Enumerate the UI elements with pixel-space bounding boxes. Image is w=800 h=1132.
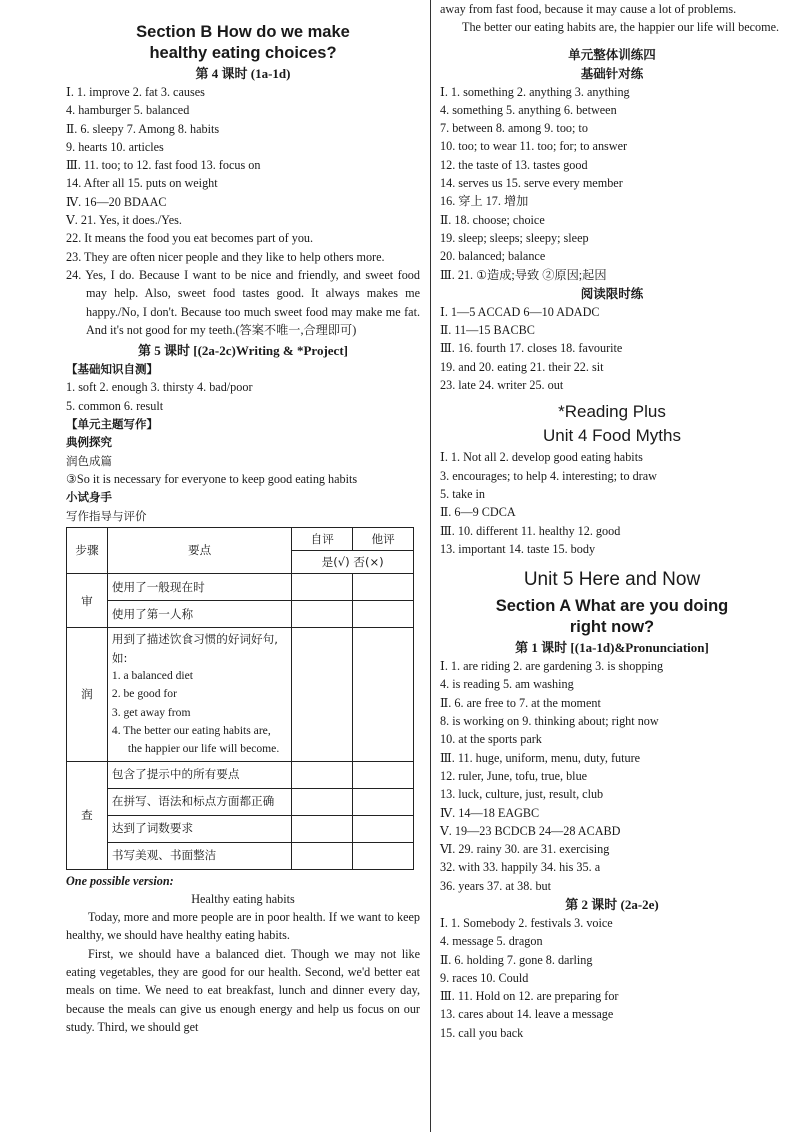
lesson-1-heading: 第 1 课时 [(1a-1d)&Pronunciation] bbox=[515, 640, 709, 656]
answer-line: Ⅱ. 6—9 CDCA bbox=[440, 505, 516, 520]
answer-line: 14. After all 15. puts on weight bbox=[66, 176, 218, 191]
check-item: 达到了词数要求 bbox=[107, 815, 291, 842]
answer-line: 9. hearts 10. articles bbox=[66, 139, 164, 154]
peer-eval-cell bbox=[353, 788, 414, 815]
answer-line: 13. important 14. taste 15. body bbox=[440, 541, 596, 556]
answer-line: Ⅱ. 6. are free to 7. at the moment bbox=[440, 695, 601, 710]
vocab-item: 2. be good for bbox=[111, 687, 177, 701]
answer-line: 10. too; to wear 11. too; for; to answer bbox=[440, 139, 628, 154]
column-divider bbox=[430, 0, 431, 1132]
self-eval-cell bbox=[292, 601, 353, 628]
right-column bbox=[440, 0, 784, 1042]
unit-5-title: Unit 5 Here and Now bbox=[523, 569, 701, 591]
answer-line: 23. late 24. writer 25. out bbox=[440, 378, 564, 393]
vocab-intro: 用到了描述饮食习惯的好词好句,如: bbox=[111, 632, 278, 665]
answer-line: 13. luck, culture, just, result, club bbox=[440, 787, 604, 802]
polish-text: ③So it is necessary for everyone to keep good eating habits bbox=[66, 471, 358, 486]
self-eval-cell bbox=[292, 788, 353, 815]
one-possible-version-label: One possible version: bbox=[66, 873, 174, 888]
unit-theme-writing-label: 【单元主题写作】 bbox=[66, 417, 158, 432]
answer-line: 5. common 6. result bbox=[66, 398, 164, 413]
lesson-4-heading: 第 4 课时 (1a-1d) bbox=[195, 66, 291, 81]
answer-line: 10. at the sports park bbox=[440, 732, 542, 747]
answer-line: Ⅲ. 11. too; to 12. fast food 13. focus on bbox=[66, 158, 261, 173]
peer-eval-cell bbox=[353, 628, 414, 761]
check-item-vocab bbox=[107, 628, 291, 761]
lesson-5-heading: 第 5 课时 [(2a-2c)Writing & *Project] bbox=[138, 343, 348, 359]
self-eval-cell bbox=[292, 815, 353, 842]
reading-plus-title: *Reading Plus bbox=[558, 402, 666, 422]
essay-title: Healthy eating habits bbox=[191, 891, 295, 906]
answer-line: 22. It means the food you eat becomes part of you. bbox=[66, 231, 314, 246]
basic-training-title: 基础针对练 bbox=[580, 65, 644, 81]
answer-line: 19. sleep; sleeps; sleepy; sleep bbox=[440, 230, 589, 245]
vocab-item: 4. The better our eating habits are, the happier our life will become. bbox=[111, 723, 280, 756]
answer-paragraph: 23. They are often nicer people and they like to help others more. bbox=[66, 249, 385, 264]
check-item: 包含了提示中的所有要点 bbox=[107, 761, 291, 788]
answer-line: 8. is working on 9. thinking about; right now bbox=[440, 714, 659, 729]
check-item: 使用了一般现在时 bbox=[107, 574, 291, 601]
answer-line: 15. call you back bbox=[440, 1025, 524, 1040]
answer-line: Ⅱ. 6. sleepy 7. Among 8. habits bbox=[66, 121, 220, 136]
answer-line: 7. between 8. among 9. too; to bbox=[440, 121, 588, 136]
step-polish: 润 bbox=[67, 628, 108, 761]
answer-line: 1. soft 2. enough 3. thirsty 4. bad/poor bbox=[66, 380, 253, 395]
answer-line: 32. with 33. happily 34. his 35. a bbox=[440, 860, 601, 875]
unit-training-title: 单元整体训练四 bbox=[568, 46, 656, 62]
basic-knowledge-label: 【基础知识自测】 bbox=[66, 362, 158, 377]
check-item: 书写美观、书面整洁 bbox=[107, 842, 291, 869]
polish-label: 润色成篇 bbox=[66, 453, 112, 468]
answer-line: Ⅲ. 21. ①造成;导致 ②原因;起因 bbox=[440, 267, 607, 282]
peer-eval-cell bbox=[353, 601, 414, 628]
header-yes-no: 是(√) 否(×) bbox=[292, 551, 414, 574]
answer-line: 14. serves us 15. serve every member bbox=[440, 176, 623, 191]
section-b-title-line2: healthy eating choices? bbox=[149, 44, 337, 62]
answer-line: Ⅱ. 11—15 BACBC bbox=[440, 323, 535, 338]
step-check: 查 bbox=[67, 761, 108, 869]
self-eval-cell bbox=[292, 628, 353, 761]
peer-eval-cell bbox=[353, 761, 414, 788]
answer-line: Ⅲ. 16. fourth 17. closes 18. favourite bbox=[440, 341, 623, 356]
answer-line: 4. is reading 5. am washing bbox=[440, 677, 574, 692]
basic-training-answers bbox=[440, 83, 784, 284]
vocab-item: 3. get away from bbox=[111, 705, 191, 719]
self-eval-cell bbox=[292, 574, 353, 601]
answer-line: 5. take in bbox=[440, 486, 486, 501]
answer-line: Ⅴ. 21. Yes, it does./Yes. bbox=[66, 213, 182, 228]
answer-line: Ⅲ. 10. different 11. healthy 12. good bbox=[440, 523, 621, 538]
evaluation-table bbox=[66, 527, 414, 870]
self-eval-cell bbox=[292, 761, 353, 788]
answer-line: Ⅱ. 6. holding 7. gone 8. darling bbox=[440, 952, 593, 967]
essay-paragraph-1: Today, more and more people are in poor health. If we want to keep healthy, we should have healthy eating habits. bbox=[66, 910, 420, 943]
answer-line: Ⅳ. 14—18 EAGBC bbox=[440, 805, 540, 820]
header-peer-eval: 他评 bbox=[353, 527, 414, 550]
lesson-4-answers bbox=[66, 83, 420, 339]
answer-line: 4. message 5. dragon bbox=[440, 934, 543, 949]
answer-line: 13. cares about 14. leave a message bbox=[440, 1007, 614, 1022]
answer-line: 3. encourages; to help 4. interesting; to draw bbox=[440, 468, 657, 483]
answer-line: 12. ruler, June, tofu, true, blue bbox=[440, 768, 588, 783]
example-label: 典例探究 bbox=[66, 435, 112, 450]
left-column bbox=[66, 22, 420, 1036]
answer-line: 4. something 5. anything 6. between bbox=[440, 102, 617, 117]
answer-line: 36. years 37. at 38. but bbox=[440, 878, 552, 893]
answer-line: 20. balanced; balance bbox=[440, 249, 546, 264]
answer-line: Ⅰ. 1. Somebody 2. festivals 3. voice bbox=[440, 915, 613, 930]
answer-line: 4. hamburger 5. balanced bbox=[66, 103, 190, 118]
peer-eval-cell bbox=[353, 574, 414, 601]
answer-line: 16. 穿上 17. 增加 bbox=[440, 194, 529, 209]
section-b-title-line1: Section B How do we make bbox=[136, 23, 350, 41]
peer-eval-cell bbox=[353, 842, 414, 869]
answer-paragraph: 24. Yes, I do. Because I want to be nice and friendly, and sweet food may help. Also, sweet food tastes good. It always makes me happy./No, I don't. Because too much sweet food may make me fat. And it's not good for my teeth.(答案不唯一,合理即可) bbox=[66, 267, 420, 337]
unit-5-lesson-1-answers bbox=[440, 657, 784, 895]
section-a-title-line2: right now? bbox=[569, 618, 655, 637]
answer-line: 9. races 10. Could bbox=[440, 970, 529, 985]
reading-training-answers bbox=[440, 303, 784, 394]
header-main-points: 要点 bbox=[107, 527, 291, 574]
answer-line: Ⅲ. 11. huge, uniform, menu, duty, future bbox=[440, 750, 641, 765]
peer-eval-cell bbox=[353, 815, 414, 842]
answer-line: Ⅵ. 29. rainy 30. are 31. exercising bbox=[440, 842, 610, 857]
essay-continuation: away from fast food, because it may cause a lot of problems. bbox=[440, 2, 737, 16]
check-item: 使用了第一人称 bbox=[107, 601, 291, 628]
answer-line: Ⅰ. 1—5 ACCAD 6—10 ADADC bbox=[440, 304, 600, 319]
writing-guide-label: 写作指导与评价 bbox=[66, 508, 147, 523]
reading-plus-answers bbox=[440, 448, 784, 558]
lesson-2-heading: 第 2 课时 (2a-2e) bbox=[565, 896, 659, 912]
reading-training-title: 阅读限时练 bbox=[580, 285, 644, 301]
answer-line: Ⅲ. 11. Hold on 12. are preparing for bbox=[440, 989, 619, 1004]
try-label: 小试身手 bbox=[66, 490, 112, 505]
vocab-item: 1. a balanced diet bbox=[111, 669, 194, 683]
answer-line: 12. the taste of 13. tastes good bbox=[440, 157, 588, 172]
header-self-eval: 自评 bbox=[292, 527, 353, 550]
essay-conclusion: The better our eating habits are, the happier our life will become. bbox=[462, 20, 780, 35]
section-a-title-line1: Section A What are you doing bbox=[495, 597, 729, 616]
self-eval-cell bbox=[292, 842, 353, 869]
answer-line: Ⅱ. 18. choose; choice bbox=[440, 212, 545, 227]
check-item: 在拼写、语法和标点方面都正确 bbox=[107, 788, 291, 815]
answer-line: Ⅰ. 1. improve 2. fat 3. causes bbox=[66, 85, 205, 99]
answer-line: Ⅳ. 16—20 BDAAC bbox=[66, 194, 167, 209]
answer-line: Ⅰ. 1. are riding 2. are gardening 3. is shopping bbox=[440, 659, 664, 674]
answer-line: Ⅴ. 19—23 BCDCB 24—28 ACABD bbox=[440, 823, 621, 838]
unit-5-lesson-2-answers bbox=[440, 914, 784, 1042]
answer-line: Ⅰ. 1. Not all 2. develop good eating habits bbox=[440, 450, 643, 465]
essay-paragraph-2: First, we should have a balanced diet. Though we may not like eating vegetables, they are good for our health. Second, we'd better eat meals on time. We need to eat breakfast, lunch and dinner every day, because the meals can give us enough energy and help us focus on our study. Third, we should get bbox=[66, 946, 420, 1034]
step-review: 审 bbox=[67, 574, 108, 628]
header-step: 步骤 bbox=[67, 527, 108, 574]
answer-line: 19. and 20. eating 21. their 22. sit bbox=[440, 359, 604, 374]
answer-line: Ⅰ. 1. something 2. anything 3. anything bbox=[440, 84, 630, 99]
unit-4-title: Unit 4 Food Myths bbox=[543, 426, 681, 446]
